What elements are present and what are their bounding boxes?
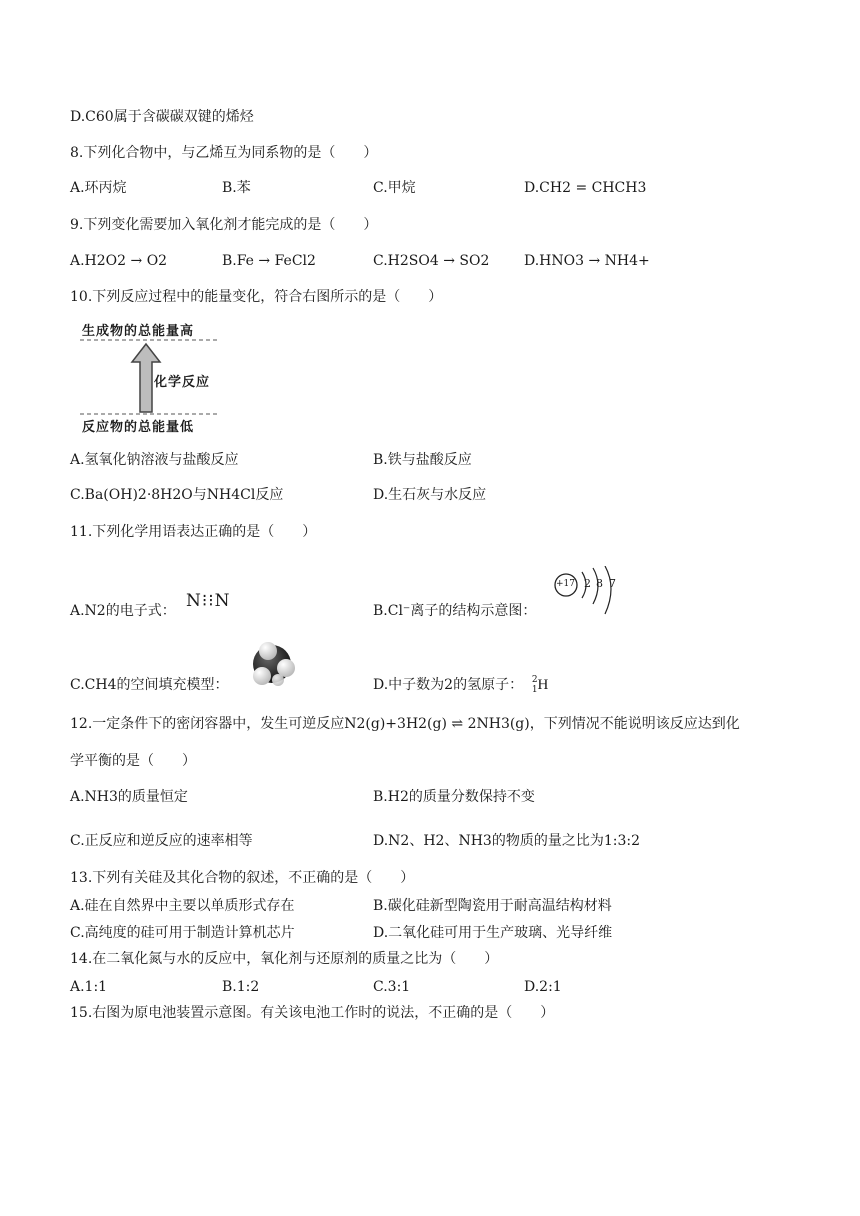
q8-option-d: D.CH2 = CHCH3 — [524, 180, 647, 196]
q12-option-d: D.N2、H2、NH3的物质的量之比为1:3:2 — [373, 833, 640, 849]
q13-option-c: C.高纯度的硅可用于制造计算机芯片 — [70, 925, 295, 941]
n2-electron-formula: N⁝⁝N — [186, 591, 231, 611]
q14-option-c: C.3:1 — [373, 979, 411, 995]
isotope-atomic-number: 1 — [531, 685, 538, 695]
q11-option-b: B.Cl⁻离子的结构示意图： — [373, 603, 537, 619]
q10-option-d: D.生石灰与水反应 — [373, 487, 487, 503]
q14-stem: 14.在二氧化氮与水的反应中，氧化剂与还原剂的质量之比为（ ） — [70, 951, 499, 967]
q11-option-c: C.CH4的空间填充模型： — [70, 677, 229, 693]
nucleus-charge: +17 — [556, 579, 575, 589]
q15-stem: 15.右图为原电池装置示意图。有关该电池工作时的说法，不正确的是（ ） — [70, 1005, 555, 1021]
q8-option-a: A.环丙烷 — [70, 180, 127, 196]
energy-diagram — [78, 318, 228, 436]
methane-model-icon — [242, 640, 304, 690]
q11-option-d — [373, 675, 548, 695]
q12-stem-line1: 12.一定条件下的密闭容器中，发生可逆反应N2(g)+3H2(g) ⇌ 2NH3(g)，下列情况不能说明该反应达到化 — [70, 716, 740, 732]
ch4-space-filling-model — [242, 640, 304, 690]
q10-option-c: C.Ba(OH)2·8H2O与NH4Cl反应 — [70, 487, 284, 503]
q13-option-b: B.碳化硅新型陶瓷用于耐高温结构材料 — [373, 898, 612, 914]
q10-option-b: B.铁与盐酸反应 — [373, 452, 472, 468]
isotope-symbol: H — [537, 677, 549, 693]
q8-stem: 8.下列化合物中，与乙烯互为同系物的是（ ） — [70, 145, 378, 161]
q10-option-a: A.氢氧化钠溶液与盐酸反应 — [70, 452, 239, 468]
q8-option-c: C.甲烷 — [373, 180, 416, 196]
atom-shells-icon — [552, 566, 622, 618]
energy-diagram-bottom-label: 反应物的总能量低 — [82, 420, 195, 435]
q11-stem: 11.下列化学用语表达正确的是（ ） — [70, 524, 317, 540]
isotope-numbers — [528, 675, 538, 695]
q12-stem-line2: 学平衡的是（ ） — [70, 753, 196, 769]
energy-diagram-mid-label: 化学反应 — [154, 375, 211, 390]
q12-option-b: B.H2的质量分数保持不变 — [373, 789, 535, 805]
q9-option-b: B.Fe → FeCl2 — [222, 253, 316, 269]
isotope-mass-number: 2 — [531, 675, 538, 685]
q9-option-a: A.H2O2 → O2 — [70, 253, 168, 269]
cl-ion-structure-diagram — [552, 566, 622, 618]
energy-diagram-top-label: 生成物的总能量高 — [82, 324, 195, 339]
shell-1-count: 2 — [584, 577, 591, 590]
q8-option-b: B.苯 — [222, 180, 251, 196]
q9-stem: 9.下列变化需要加入氧化剂才能完成的是（ ） — [70, 217, 378, 233]
q9-option-c: C.H2SO4 → SO2 — [373, 253, 490, 269]
q12-option-c: C.正反应和逆反应的速率相等 — [70, 833, 253, 849]
q14-option-d: D.2:1 — [524, 979, 562, 995]
q12-option-a: A.NH3的质量恒定 — [70, 789, 188, 805]
q9-option-d: D.HNO3 → NH4+ — [524, 253, 650, 269]
q13-stem: 13.下列有关硅及其化合物的叙述，不正确的是（ ） — [70, 870, 415, 886]
q7-option-d: D.C60属于含碳碳双键的烯烃 — [70, 109, 254, 125]
shell-2-count: 8 — [596, 577, 603, 590]
q11-option-a: A.N2的电子式： — [70, 603, 176, 619]
q11-option-d-text: D.中子数为2的氢原子： — [373, 677, 524, 693]
q13-option-a: A.硅在自然界中主要以单质形式存在 — [70, 898, 295, 914]
q14-option-a: A.1:1 — [70, 979, 108, 995]
q10-stem: 10.下列反应过程中的能量变化，符合右图所示的是（ ） — [70, 289, 443, 305]
q13-option-d: D.二氧化硅可用于生产玻璃、光导纤维 — [373, 925, 613, 941]
q14-option-b: B.1:2 — [222, 979, 260, 995]
shell-3-count: 7 — [609, 577, 616, 590]
